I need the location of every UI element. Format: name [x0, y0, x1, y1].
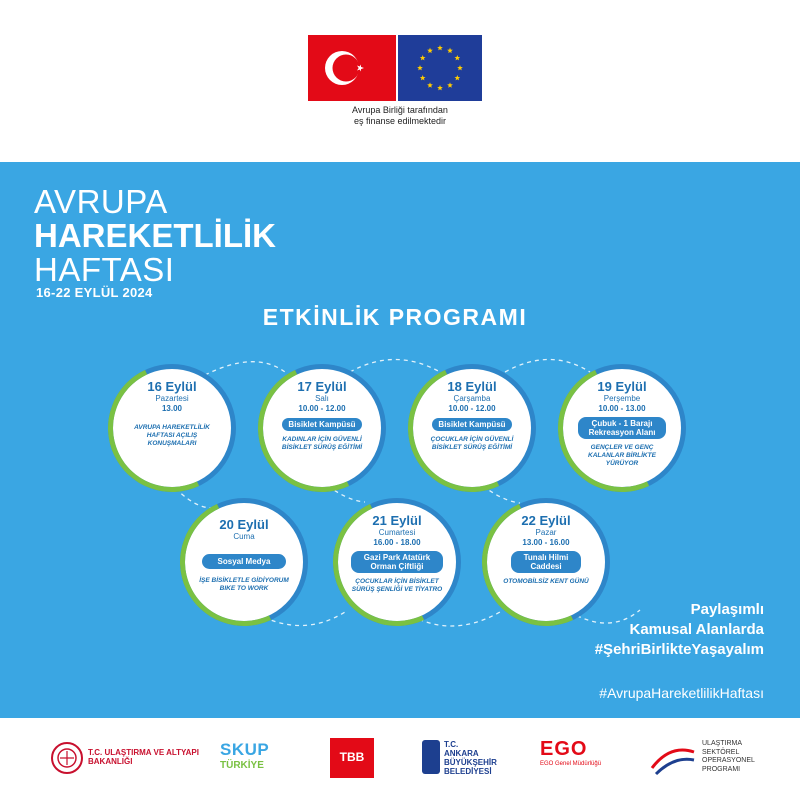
- tbb-wordmark: TBB: [339, 750, 365, 764]
- day-venue-badge: Bisiklet Kampüsü: [432, 418, 511, 431]
- day-circle-19: [558, 364, 686, 492]
- ankara-line-3: BÜYÜKŞEHİR: [444, 758, 497, 767]
- eu-star-icon: [420, 75, 426, 80]
- day-weekday: Cuma: [233, 532, 255, 541]
- ops-line-1: ULAŞTIRMA: [702, 740, 743, 747]
- eu-star-icon: [437, 85, 443, 90]
- day-date: 19 Eylül: [597, 379, 647, 394]
- ankara-logo: [422, 738, 512, 778]
- day-time: 16.00 - 18.00: [373, 538, 421, 547]
- eu-star-icon: [454, 55, 460, 60]
- ankara-line-4: BELEDİYESİ: [444, 767, 492, 776]
- eu-caption-line-1: Avrupa Birliği tarafından: [352, 105, 448, 115]
- day-time: 10.00 - 12.00: [448, 404, 496, 413]
- event-dates: 16-22 EYLÜL 2024: [36, 285, 153, 300]
- tbb-logo: [330, 738, 374, 778]
- skup-logo: [220, 740, 290, 780]
- program-title: ETKİNLİK PROGRAMI: [262, 304, 528, 330]
- day-date: 21 Eylül: [372, 513, 422, 528]
- day-time: 10.00 - 13.00: [598, 404, 646, 413]
- slogan-line-2: Kamusal Alanlarda: [629, 621, 764, 638]
- day-venue-badge: Bisiklet Kampüsü: [282, 418, 361, 431]
- ministry-logo: [50, 738, 200, 778]
- ego-wordmark: EGO: [540, 738, 588, 760]
- skup-country: TÜRKİYE: [220, 760, 264, 771]
- day-time: 10.00 - 12.00: [298, 404, 346, 413]
- eu-star-icon: [447, 48, 453, 53]
- eu-flag-icon: [398, 35, 482, 101]
- ego-logo: [540, 738, 610, 778]
- slogan: [595, 600, 764, 660]
- day-circle-22: [482, 498, 610, 626]
- day-circle-17: [258, 364, 386, 492]
- day-time: 13.00: [161, 404, 183, 413]
- swoosh-icon: [650, 742, 696, 778]
- ankara-name: [444, 740, 497, 776]
- ego-subtitle: EGO Genel Müdürlüğü: [540, 761, 602, 767]
- title-line-2: HAREKETLİLİK: [34, 217, 276, 254]
- day-venue-badge: Tunalı Hilmi Caddesi: [511, 551, 581, 573]
- eu-star-icon: [447, 82, 453, 87]
- day-description: ÇOCUKLAR İÇİN BİSİKLET SÜRÜŞ ŞENLİĞİ VE TİYATRO: [351, 578, 443, 593]
- day-description: GENÇLER VE GENÇ KALANLAR BİRLİKTE YÜRÜYOR: [588, 444, 656, 467]
- day-venue-badge: Çubuk - 1 Barajı Rekreasyon Alanı: [578, 417, 666, 439]
- eu-star-icon: [457, 65, 463, 70]
- day-description: KADINLAR İÇİN GÜVENLİ BİSİKLET SÜRÜŞ EĞİTİMİ: [281, 436, 363, 451]
- skup-wordmark: SKUP: [220, 740, 270, 759]
- eu-caption-line-2: eş finanse edilmektedir: [353, 116, 447, 126]
- day-description: OTOMOBİLSİZ KENT GÜNÜ: [503, 578, 589, 585]
- day-date: 20 Eylül: [219, 517, 269, 532]
- eu-star-icon: [427, 48, 433, 53]
- eu-star-icon: [417, 65, 423, 70]
- day-date: 18 Eylül: [447, 379, 497, 394]
- day-date: 17 Eylül: [297, 379, 347, 394]
- day-date: 22 Eylül: [521, 513, 571, 528]
- ankara-emblem-icon: [422, 740, 440, 774]
- day-description: ÇOCUKLAR İÇİN GÜVENLİ BİSİKLET SÜRÜŞ EĞİTİMİ: [430, 436, 514, 451]
- title-line-3: HAFTASI: [34, 251, 175, 288]
- day-weekday: Pazar: [535, 528, 557, 537]
- day-circle-16: [108, 364, 236, 492]
- day-weekday: Pazartesi: [155, 394, 189, 403]
- slogan-hashtag: #ŞehriBirlikteYaşayalım: [594, 641, 764, 658]
- ministry-emblem-icon: [50, 741, 84, 775]
- day-description: AVRUPA HAREKETLİLİK HAFTASI AÇILIŞ KONUŞMALARI: [134, 424, 210, 447]
- day-weekday: Çarşamba: [453, 394, 491, 403]
- ops-line-2: SEKTÖREL: [702, 748, 740, 756]
- day-weekday: Perşembe: [603, 394, 641, 403]
- day-time: 13.00 - 16.00: [522, 538, 570, 547]
- day-circle-21: [333, 498, 461, 626]
- day-venue-badge: Gazi Park Atatürk Orman Çiftliği: [351, 551, 443, 573]
- eu-star-icon: [427, 82, 433, 87]
- day-date: 16 Eylül: [147, 379, 197, 394]
- eu-star-icon: [437, 45, 443, 50]
- eu-funding-caption: [300, 105, 500, 127]
- event-hashtag: #AvrupaHareketlilikHaftası: [599, 685, 764, 701]
- day-weekday: Cumartesi: [378, 528, 416, 537]
- day-venue-badge: Sosyal Medya: [202, 554, 287, 569]
- ankara-line-1: T.C.: [444, 740, 459, 749]
- ops-line-3: OPERASYONEL: [702, 757, 755, 764]
- ministry-name: T.C. ULAŞTIRMA VE ALTYAPI BAKANLIĞI: [88, 748, 199, 766]
- partner-logos-footer: [0, 718, 800, 800]
- operational-programme-name: [702, 740, 755, 774]
- header: [0, 0, 800, 162]
- eu-star-icon: [454, 75, 460, 80]
- day-description: İŞE BİSİKLETLE GİDİYORUM BIKE TO WORK: [199, 577, 289, 592]
- ankara-line-2: ANKARA: [444, 749, 479, 758]
- day-circle-18: [408, 364, 536, 492]
- ops-line-4: PROGRAMI: [702, 765, 741, 773]
- day-weekday: Salı: [315, 394, 329, 403]
- eu-star-icon: [420, 55, 426, 60]
- event-title: [34, 185, 276, 287]
- title-line-1: AVRUPA: [34, 183, 168, 220]
- slogan-line-1: Paylaşımlı: [690, 601, 764, 618]
- turkey-flag-icon: [308, 35, 396, 101]
- day-circle-20: [180, 498, 308, 626]
- operational-programme-logo: [650, 738, 770, 780]
